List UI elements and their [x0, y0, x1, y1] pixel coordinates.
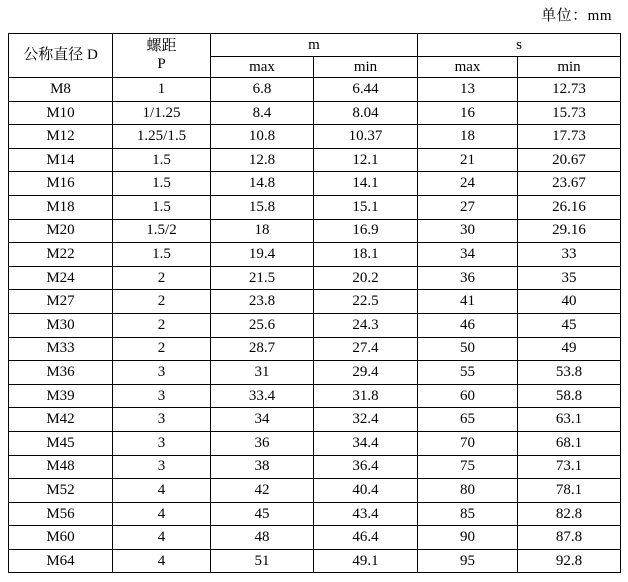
table-cell: 33.4	[211, 384, 314, 408]
table-cell: 1.5	[113, 195, 211, 219]
table-cell: 40	[518, 290, 621, 314]
table-cell: 31	[211, 361, 314, 385]
table-cell: 29.16	[518, 219, 621, 243]
table-cell: M8	[9, 78, 113, 102]
table-cell: M16	[9, 172, 113, 196]
table-cell: 2	[113, 313, 211, 337]
table-cell: 2	[113, 337, 211, 361]
table-cell: 48	[211, 526, 314, 550]
table-cell: M42	[9, 408, 113, 432]
table-cell: 4	[113, 479, 211, 503]
table-row	[9, 172, 621, 196]
table-cell: 2	[113, 266, 211, 290]
table-row	[9, 313, 621, 337]
table-cell: 49.1	[314, 549, 418, 573]
table-cell: 3	[113, 408, 211, 432]
table-cell: 46.4	[314, 526, 418, 550]
table-cell: 20.2	[314, 266, 418, 290]
table-cell: 10.37	[314, 125, 418, 149]
header-thread-pitch-line2: P	[157, 55, 166, 72]
table-cell: 21	[418, 148, 518, 172]
table-cell: M39	[9, 384, 113, 408]
table-cell: 15.8	[211, 195, 314, 219]
table-cell: 18	[418, 125, 518, 149]
table-cell: 3	[113, 361, 211, 385]
table-cell: 50	[418, 337, 518, 361]
table-row	[9, 101, 621, 125]
table-cell: M36	[9, 361, 113, 385]
table-cell: 78.1	[518, 479, 621, 503]
header-thread-pitch-line1: 螺距	[146, 38, 177, 55]
table-cell: 33	[518, 243, 621, 267]
table-cell: M48	[9, 455, 113, 479]
table-cell: 2	[113, 290, 211, 314]
table-cell: 45	[211, 502, 314, 526]
table-row	[9, 290, 621, 314]
table-cell: 15.73	[518, 101, 621, 125]
table-cell: 49	[518, 337, 621, 361]
table-cell: 92.8	[518, 549, 621, 573]
table-row	[9, 455, 621, 479]
table-cell: 23.8	[211, 290, 314, 314]
table-cell: 53.8	[518, 361, 621, 385]
table-cell: 43.4	[314, 502, 418, 526]
table-row	[9, 125, 621, 149]
table-cell: 24	[418, 172, 518, 196]
table-cell: 17.73	[518, 125, 621, 149]
table-cell: M20	[9, 219, 113, 243]
table-cell: M30	[9, 313, 113, 337]
table-cell: 18	[211, 219, 314, 243]
table-cell: M33	[9, 337, 113, 361]
table-cell: 63.1	[518, 408, 621, 432]
table-cell: 3	[113, 455, 211, 479]
table-cell: M10	[9, 101, 113, 125]
table-cell: M45	[9, 431, 113, 455]
table-cell: 14.8	[211, 172, 314, 196]
header-s-min: min	[518, 57, 621, 78]
table-row	[9, 195, 621, 219]
table-cell: 1.5	[113, 172, 211, 196]
table-cell: 65	[418, 408, 518, 432]
table-cell: 16	[418, 101, 518, 125]
table-cell: 25.6	[211, 313, 314, 337]
table-cell: M14	[9, 148, 113, 172]
table-row	[9, 431, 621, 455]
table-cell: M60	[9, 526, 113, 550]
table-cell: 36	[211, 431, 314, 455]
table-cell: 24.3	[314, 313, 418, 337]
table-cell: 29.4	[314, 361, 418, 385]
table-row	[9, 78, 621, 102]
table-row	[9, 148, 621, 172]
table-cell: 95	[418, 549, 518, 573]
table-cell: 8.4	[211, 101, 314, 125]
table-cell: 26.16	[518, 195, 621, 219]
table-cell: 32.4	[314, 408, 418, 432]
table-cell: 55	[418, 361, 518, 385]
header-thread-pitch	[113, 34, 211, 78]
table-cell: 1.25/1.5	[113, 125, 211, 149]
table-cell: 36.4	[314, 455, 418, 479]
table-row	[9, 408, 621, 432]
table-cell: 20.67	[518, 148, 621, 172]
header-m-min: min	[314, 57, 418, 78]
table-cell: 13	[418, 78, 518, 102]
table-cell: 80	[418, 479, 518, 503]
table-cell: 10.8	[211, 125, 314, 149]
table-cell: M22	[9, 243, 113, 267]
table-cell: 31.8	[314, 384, 418, 408]
table-cell: 19.4	[211, 243, 314, 267]
table-cell: 23.67	[518, 172, 621, 196]
table-cell: 38	[211, 455, 314, 479]
table-row	[9, 526, 621, 550]
table-row	[9, 479, 621, 503]
table-cell: M12	[9, 125, 113, 149]
table-cell: 1.5/2	[113, 219, 211, 243]
table-cell: 6.8	[211, 78, 314, 102]
table-cell: 1.5	[113, 243, 211, 267]
table-cell: 34	[418, 243, 518, 267]
table-cell: 14.1	[314, 172, 418, 196]
table-cell: 22.5	[314, 290, 418, 314]
table-cell: 85	[418, 502, 518, 526]
table-cell: 1/1.25	[113, 101, 211, 125]
table-cell: 6.44	[314, 78, 418, 102]
table-cell: 51	[211, 549, 314, 573]
table-cell: 3	[113, 431, 211, 455]
table-cell: 27.4	[314, 337, 418, 361]
header-group-s: s	[418, 34, 621, 57]
header-nominal-diameter: 公称直径 D	[9, 34, 113, 78]
table-cell: M18	[9, 195, 113, 219]
table-cell: 45	[518, 313, 621, 337]
table-cell: 40.4	[314, 479, 418, 503]
table-row	[9, 266, 621, 290]
header-m-max: max	[211, 57, 314, 78]
table-cell: M27	[9, 290, 113, 314]
table-cell: 73.1	[518, 455, 621, 479]
table-cell: M24	[9, 266, 113, 290]
table-row	[9, 502, 621, 526]
table-cell: 4	[113, 526, 211, 550]
table-cell: 36	[418, 266, 518, 290]
table-cell: 58.8	[518, 384, 621, 408]
table-cell: 28.7	[211, 337, 314, 361]
table-cell: 1.5	[113, 148, 211, 172]
table-cell: 30	[418, 219, 518, 243]
table-row	[9, 219, 621, 243]
table-cell: 15.1	[314, 195, 418, 219]
table-row	[9, 361, 621, 385]
table-cell: 82.8	[518, 502, 621, 526]
table-cell: 16.9	[314, 219, 418, 243]
table-cell: 60	[418, 384, 518, 408]
table-row	[9, 337, 621, 361]
table-cell: 35	[518, 266, 621, 290]
table-row	[9, 243, 621, 267]
table-cell: 41	[418, 290, 518, 314]
header-s-max: max	[418, 57, 518, 78]
table-cell: 12.73	[518, 78, 621, 102]
table-cell: 75	[418, 455, 518, 479]
table-cell: 68.1	[518, 431, 621, 455]
table-row	[9, 549, 621, 573]
table-cell: 46	[418, 313, 518, 337]
table-cell: M52	[9, 479, 113, 503]
table-cell: 42	[211, 479, 314, 503]
table-cell: 3	[113, 384, 211, 408]
table-cell: 4	[113, 549, 211, 573]
table-cell: 12.8	[211, 148, 314, 172]
table-cell: 12.1	[314, 148, 418, 172]
table-cell: 8.04	[314, 101, 418, 125]
nut-spec-table	[8, 33, 621, 573]
unit-label: 单位：mm	[541, 8, 612, 24]
table-cell: M56	[9, 502, 113, 526]
table-cell: 87.8	[518, 526, 621, 550]
table-cell: 4	[113, 502, 211, 526]
table-cell: 1	[113, 78, 211, 102]
table-cell: 21.5	[211, 266, 314, 290]
table-body	[9, 78, 621, 573]
table-cell: 34.4	[314, 431, 418, 455]
table-cell: 18.1	[314, 243, 418, 267]
table-cell: 90	[418, 526, 518, 550]
header-group-m: m	[211, 34, 418, 57]
table-cell: 34	[211, 408, 314, 432]
table-cell: 70	[418, 431, 518, 455]
table-row	[9, 384, 621, 408]
table-cell: M64	[9, 549, 113, 573]
table-cell: 27	[418, 195, 518, 219]
